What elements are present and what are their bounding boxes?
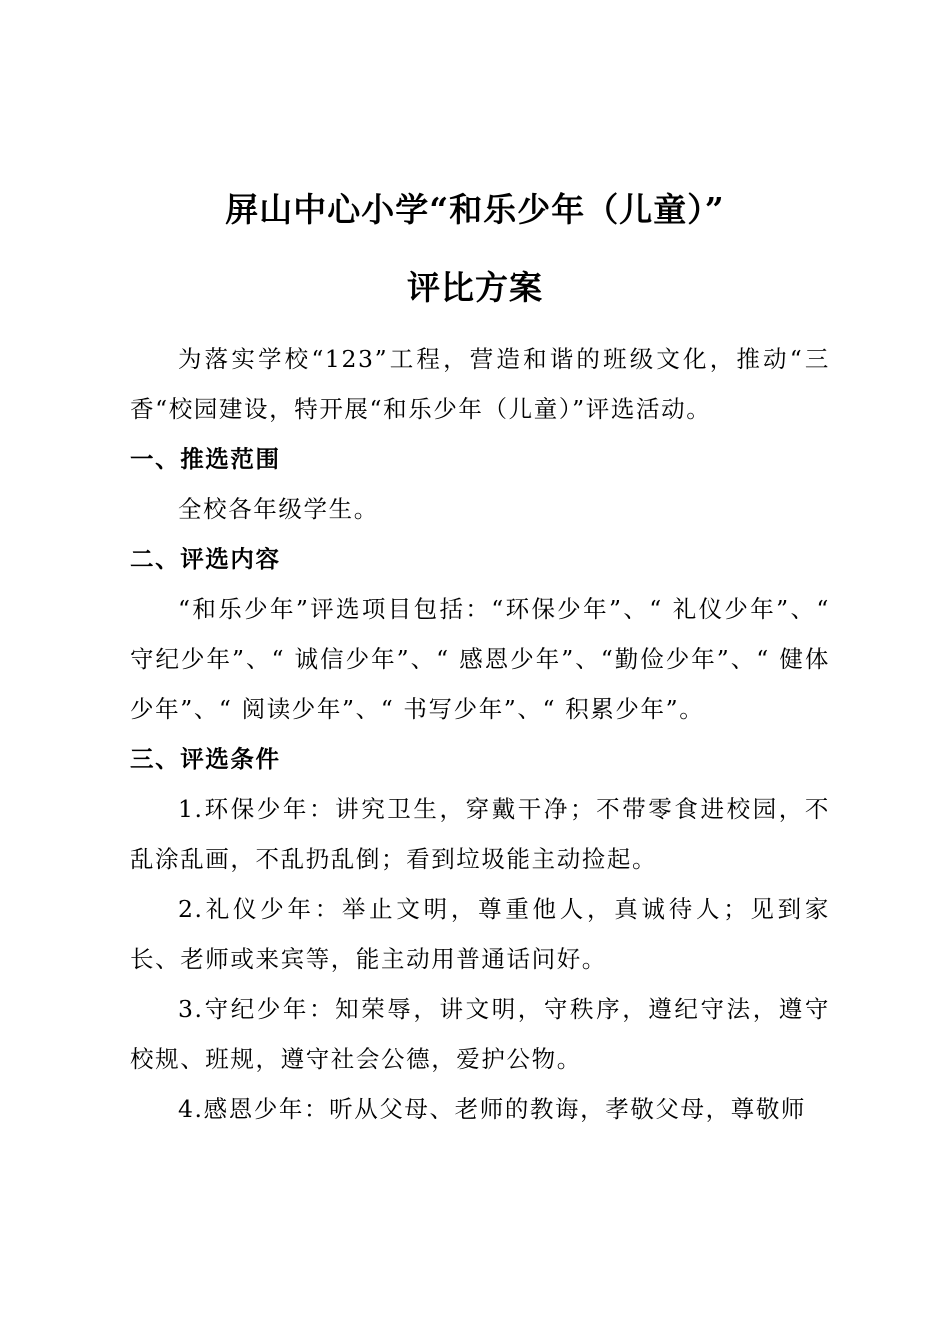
doc-title-line2: 评比方案 bbox=[407, 268, 543, 307]
section-heading-conditions: 三、评选条件 bbox=[130, 745, 281, 773]
section-heading-content: 二、评选内容 bbox=[130, 545, 281, 573]
doc-title-line1: 屏山中心小学“和乐少年（儿童）” bbox=[225, 190, 725, 229]
content-paragraph: “和乐少年”评选项目包括：“环保少年”、“ 礼仪少年”、“ 守纪少年”、“ 诚信少年”、“ 感恩少年”、“勤俭少年”、“ 健体少年”、“ 阅读少年”、“ 书写少年”、“ 积累少年”。 bbox=[130, 595, 830, 723]
condition-paragraph-1: 1.环保少年：讲究卫生，穿戴干净；不带零食进校园，不乱涂乱画，不乱扔乱倒；看到垃圾能主动捡起。 bbox=[130, 795, 830, 873]
scope-paragraph: 全校各年级学生。 bbox=[178, 495, 379, 523]
condition-paragraph-3: 3.守纪少年：知荣辱，讲文明，守秩序，遵纪守法，遵守校规、班规，遵守社会公德，爱护公物。 bbox=[130, 995, 830, 1073]
document-body bbox=[130, 334, 830, 1134]
section-heading-scope: 一、推选范围 bbox=[130, 445, 281, 473]
intro-paragraph: 为落实学校“123”工程，营造和谐的班级文化，推动“三香“校园建设，特开展“和乐少年（儿童）”评选活动。 bbox=[130, 345, 830, 423]
condition-paragraph-4: 4.感恩少年：听从父母、老师的教诲，孝敬父母，尊敬师 bbox=[178, 1095, 807, 1123]
condition-paragraph-2: 2.礼仪少年：举止文明，尊重他人，真诚待人；见到家长、老师或来宾等，能主动用普通话问好。 bbox=[130, 895, 830, 973]
